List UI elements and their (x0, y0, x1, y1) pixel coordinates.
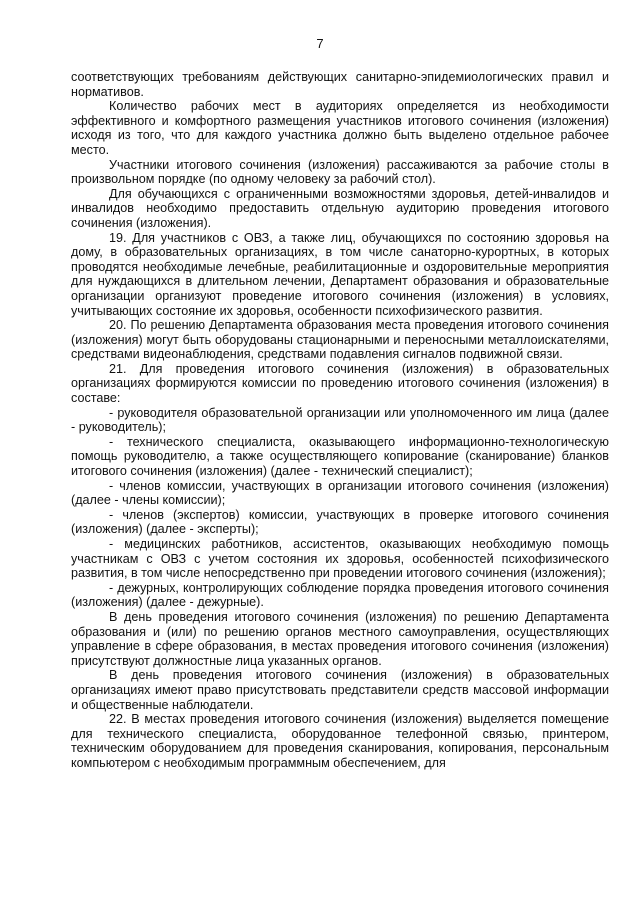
list-item-commission-members: - членов комиссии, участвующих в организации итогового сочинения (изложения) (далее - члены комиссии); (71, 478, 609, 508)
list-item-medical-staff: - медицинских работников, ассистентов, оказывающих необходимую помощь участникам с ОВЗ с учетом состояния их здоровья, особенностей психофизического развития, в том числе непосредственно при проведении итогового сочинения (изложения); (71, 537, 609, 581)
page-number: 7 (316, 36, 324, 51)
paragraph-separate-room: Для обучающихся с ограниченными возможностями здоровья, детей-инвалидов и инвалидов необходимо предоставить отдельную аудиторию проведения итогового сочинения (изложения). (71, 186, 609, 230)
paragraph-item-21: 21. Для проведения итогового сочинения (изложения) в образовательных организациях формируются комиссии по проведению итогового сочинения (изложения) в составе: (71, 361, 609, 406)
paragraph-continuation: соответствующих требованиям действующих санитарно-эпидемиологических правил и нормативов. (71, 70, 609, 99)
paragraph-seating: Участники итогового сочинения (изложения) рассаживаются за рабочие столы в произвольном порядке (по одному человеку за рабочий стол). (71, 157, 609, 187)
paragraph-item-19: 19. Для участников с ОВЗ, а также лиц, обучающихся по состоянию здоровья на дому, в образовательных организациях, в том числе санаторно-курортных, в которых проводятся необходимые лечебные, реабилитационные и оздоровительные мероприятия для нуждающихся в длительном лечении, Департамент образования и образовательные организации организуют проведение итогового сочинения (изложения) в условиях, учитывающих состояние их здоровья, особенности психофизического развития. (71, 230, 609, 318)
list-item-experts: - членов (экспертов) комиссии, участвующих в проверке итогового сочинения (изложения) (далее - эксперты); (71, 507, 609, 537)
document-body (71, 70, 609, 771)
list-item-duty-officers: - дежурных, контролирующих соблюдение порядка проведения итогового сочинения (изложения) (далее - дежурные). (71, 580, 609, 610)
paragraph-officials-present: В день проведения итогового сочинения (изложения) по решению Департамента образования и (или) по решению органов местного самоуправления, осуществляющих управление в сфере образования, в местах проведения итогового сочинения (изложения) присутствуют должностные лица указанных органов. (71, 609, 609, 668)
list-item-head: - руководителя образовательной организации или уполномоченного им лица (далее - руководитель); (71, 405, 609, 435)
list-item-technical-specialist: - технического специалиста, оказывающего информационно-технологическую помощь руководителю, а также осуществляющего копирование (сканирование) бланков итогового сочинения (изложения) (далее - технический специалист); (71, 434, 609, 479)
paragraph-workplaces: Количество рабочих мест в аудиториях определяется из необходимости эффективного и комфортного размещения участников итогового сочинения (изложения) исходя из того, что для каждого участника должно быть выделено отдельное рабочее место. (71, 99, 609, 157)
paragraph-item-20: 20. По решению Департамента образования места проведения итогового сочинения (изложения) могут быть оборудованы стационарными и переносными металлоискателями, средствами видеонаблюдения, средствами подавления сигналов подвижной связи. (71, 318, 609, 362)
paragraph-item-22: 22. В местах проведения итогового сочинения (изложения) выделяется помещение для технического специалиста, оборудованное телефонной связью, принтером, техническим оборудованием для проведения сканирования, копирования, персональным компьютером с необходимым программным обеспечением, для (71, 712, 609, 770)
paragraph-media-observers: В день проведения итогового сочинения (изложения) в образовательных организациях имеют право присутствовать представители средств массовой информации и общественные наблюдатели. (71, 668, 609, 712)
